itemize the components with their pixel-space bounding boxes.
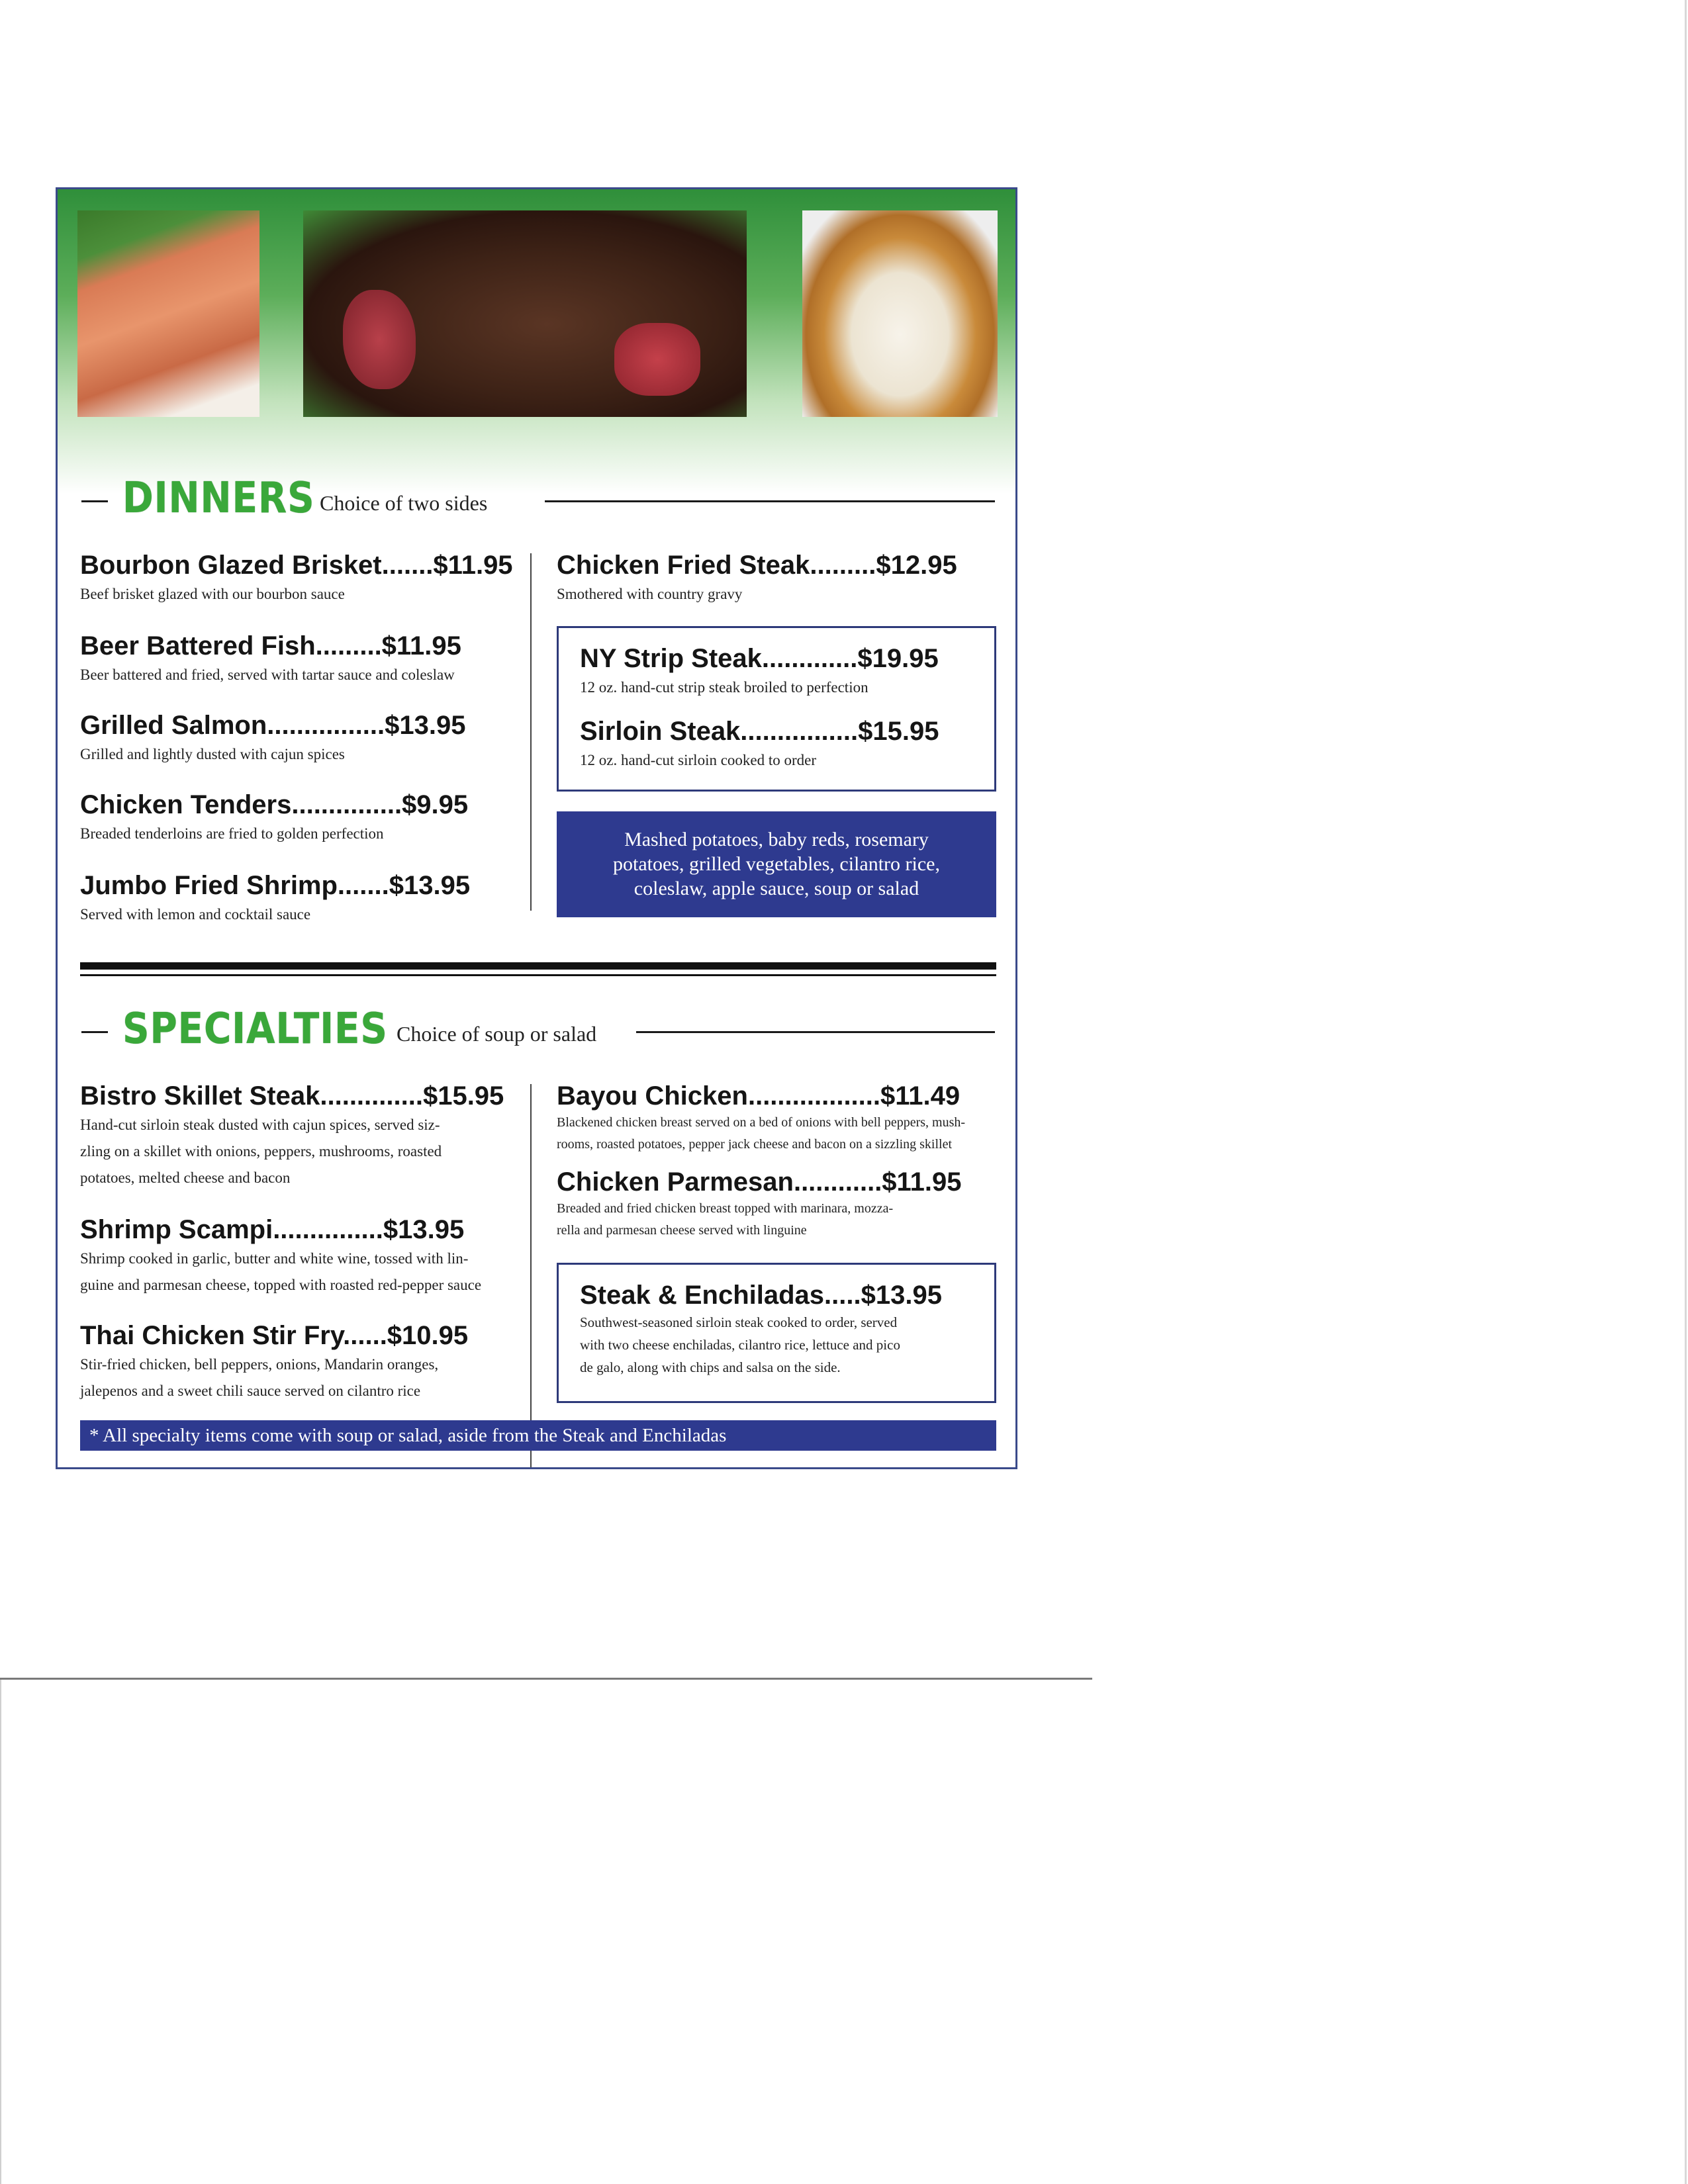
item-name: Chicken Fried Steak.........$12.95 <box>557 551 957 580</box>
item-name: Grilled Salmon................$13.95 <box>80 711 466 740</box>
item-name: Bayou Chicken..................$11.49 <box>557 1081 961 1111</box>
item-desc-line: with two cheese enchiladas, cilantro rice, lettuce and pico <box>580 1337 900 1353</box>
menu-item <box>80 1080 517 1191</box>
menu-item <box>557 1080 1007 1156</box>
scan-edge <box>1685 0 1687 2184</box>
specialties-title: SPECIALTIES <box>122 1005 388 1054</box>
item-desc-line: zling on a skillet with onions, peppers, mushrooms, roasted <box>80 1143 442 1160</box>
item-desc-line: rella and parmesan cheese served with linguine <box>557 1223 807 1238</box>
dinners-title: DINNERS <box>122 474 315 523</box>
column-divider <box>530 1084 532 1469</box>
menu-page <box>56 187 1017 1469</box>
header-rule <box>545 500 995 502</box>
header-rule <box>636 1031 995 1033</box>
column-divider <box>530 553 532 911</box>
item-name: Steak & Enchiladas.....$13.95 <box>580 1281 942 1310</box>
page-edge-line <box>0 1678 1092 1680</box>
item-name: Sirloin Steak................$15.95 <box>580 717 939 746</box>
item-desc-line: jalepenos and a sweet chili sauce served on cilantro rice <box>80 1383 421 1399</box>
item-desc-line: potatoes, melted cheese and bacon <box>80 1169 291 1186</box>
menu-item <box>80 870 470 928</box>
item-desc-line: rooms, roasted potatoes, pepper jack cheese and bacon on a sizzling skillet <box>557 1137 953 1152</box>
specialties-subtitle: Choice of soup or salad <box>397 1022 597 1046</box>
item-desc: 12 oz. hand-cut sirloin cooked to order <box>580 752 817 768</box>
item-desc-line: Shrimp cooked in garlic, butter and white wine, tossed with lin- <box>80 1250 469 1267</box>
shrimp-photo <box>802 210 998 417</box>
salmon-photo <box>77 210 259 417</box>
menu-item <box>580 1279 942 1379</box>
menu-item <box>580 715 939 774</box>
item-desc-line: Hand-cut sirloin steak dusted with cajun spices, served siz- <box>80 1116 440 1133</box>
menu-item <box>80 1214 517 1298</box>
sides-line: potatoes, grilled vegetables, cilantro rice, <box>613 853 940 875</box>
sides-line: Mashed potatoes, baby reds, rosemary <box>624 829 929 850</box>
item-desc-line: Stir-fried chicken, bell peppers, onions, Mandarin oranges, <box>80 1356 439 1373</box>
header-dash <box>81 1031 108 1033</box>
enchiladas-box <box>557 1263 996 1403</box>
item-desc-line: Breaded and fried chicken breast topped with marinara, mozza- <box>557 1201 894 1216</box>
sides-line: coleslaw, apple sauce, soup or salad <box>633 878 919 899</box>
section-divider-thin <box>80 974 996 976</box>
dinners-header <box>81 474 995 527</box>
item-desc-line: Southwest-seasoned sirloin steak cooked to order, served <box>580 1314 898 1330</box>
menu-item <box>557 549 957 608</box>
item-desc: Beef brisket glazed with our bourbon sauce <box>80 586 345 602</box>
photo-banner <box>58 189 1015 494</box>
item-name: Jumbo Fried Shrimp.......$13.95 <box>80 871 471 900</box>
menu-item <box>557 1166 1007 1242</box>
specialties-header <box>81 1005 995 1058</box>
specialties-footer-note: * All specialty items come with soup or salad, aside from the Steak and Enchiladas <box>80 1420 996 1451</box>
menu-item <box>80 709 465 768</box>
item-desc: 12 oz. hand-cut strip steak broiled to perfection <box>580 679 868 696</box>
header-dash <box>81 500 108 502</box>
item-desc: Beer battered and fried, served with tartar sauce and coleslaw <box>80 666 455 683</box>
item-name: Beer Battered Fish.........$11.95 <box>80 631 461 660</box>
item-desc: Breaded tenderloins are fried to golden perfection <box>80 825 384 842</box>
item-name: Chicken Tenders...............$9.95 <box>80 790 469 819</box>
item-desc: Smothered with country gravy <box>557 586 743 602</box>
item-desc-line: de galo, along with chips and salsa on the side. <box>580 1359 841 1375</box>
item-name: Bistro Skillet Steak..............$15.95 <box>80 1081 504 1111</box>
sides-box <box>557 811 996 917</box>
item-desc-line: Blackened chicken breast served on a bed of onions with bell peppers, mush- <box>557 1115 966 1130</box>
dinners-subtitle: Choice of two sides <box>320 491 488 515</box>
menu-item <box>80 549 513 608</box>
section-divider <box>80 962 996 970</box>
menu-item <box>580 643 939 701</box>
menu-item <box>80 789 468 847</box>
menu-item <box>80 630 461 688</box>
item-name: Bourbon Glazed Brisket.......$11.95 <box>80 551 513 580</box>
steak-box <box>557 626 996 792</box>
item-name: Thai Chicken Stir Fry......$10.95 <box>80 1321 469 1350</box>
item-name: NY Strip Steak.............$19.95 <box>580 644 939 673</box>
scan-edge <box>0 1680 1 2184</box>
steak-photo <box>303 210 747 417</box>
item-name: Shrimp Scampi...............$13.95 <box>80 1215 465 1244</box>
item-name: Chicken Parmesan............$11.95 <box>557 1167 962 1197</box>
item-desc: Grilled and lightly dusted with cajun spices <box>80 746 345 762</box>
item-desc-line: guine and parmesan cheese, topped with roasted red-pepper sauce <box>80 1277 482 1293</box>
menu-item <box>80 1320 517 1404</box>
item-desc: Served with lemon and cocktail sauce <box>80 906 311 923</box>
